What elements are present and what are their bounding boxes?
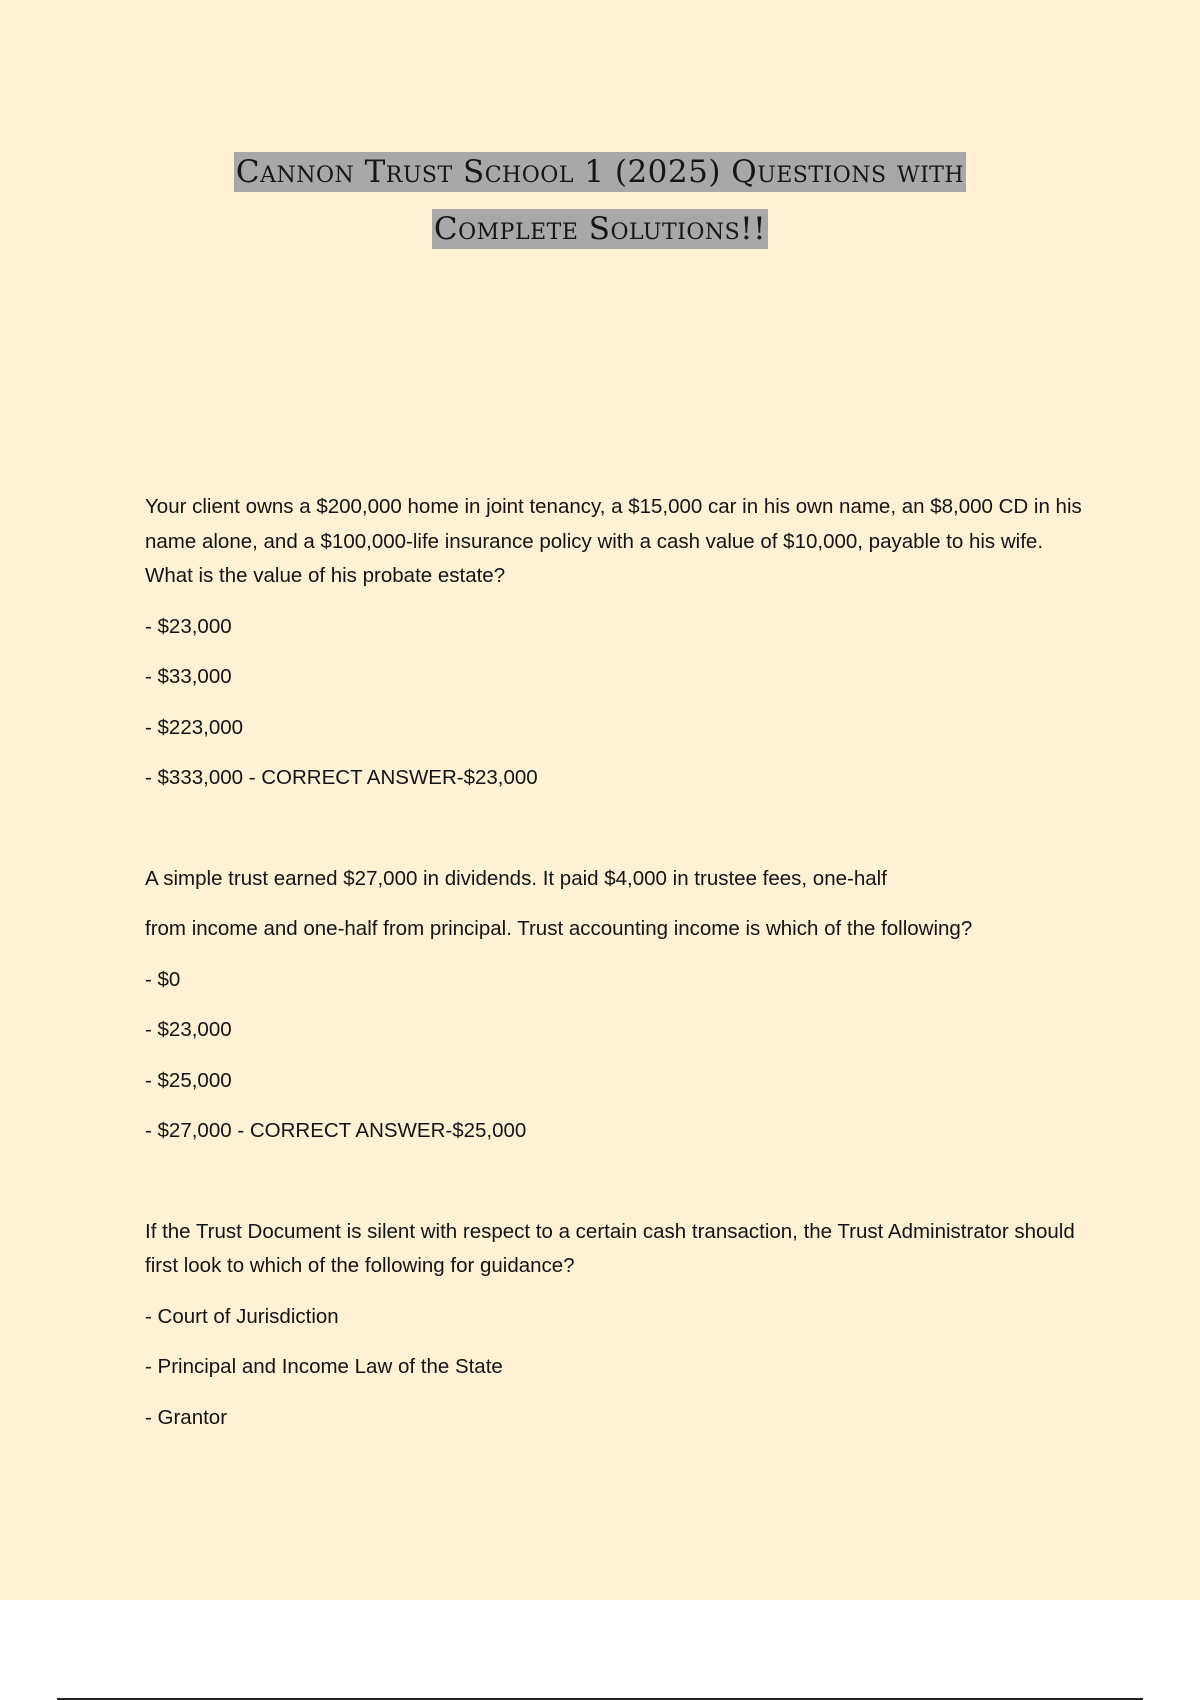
answer-option: - $223,000 (145, 715, 244, 739)
question-block-3 (145, 1215, 1095, 1436)
question-block-2 (145, 862, 1095, 1149)
document-title (0, 144, 1200, 258)
question-text: Your client owns a $200,000 home in joint tenancy, a $15,000 car in his own name, an $8,000 CD in his name alone, and a $100,000-life insurance policy with a cash value of $10,000, payable to his wife. What is the value of his probate estate? (145, 495, 1082, 587)
answer-option: - Grantor (145, 1405, 228, 1429)
answer-option: - $23,000 (145, 1018, 232, 1041)
question-text-line-1: A simple trust earned $27,000 in dividends. It paid $4,000 in trustee fees, one-half (145, 866, 887, 890)
question-text-line-2: from income and one-half from principal. Trust accounting income is which of the following? (145, 917, 973, 940)
answer-option: - $23,000 (145, 614, 232, 638)
answer-option: - Principal and Income Law of the State (145, 1355, 503, 1378)
answer-option: - Court of Jurisdiction (145, 1304, 339, 1328)
question-block-1 (145, 490, 1095, 796)
answer-option: - $25,000 (145, 1068, 232, 1092)
answer-option-with-correct-answer: - $27,000 - CORRECT ANSWER-$25,000 (145, 1119, 527, 1142)
title-line-1: Cannon Trust School 1 (2025) Questions with (235, 154, 965, 190)
answer-option: - $33,000 (145, 665, 232, 688)
answer-option-with-correct-answer: - $333,000 - CORRECT ANSWER-$23,000 (145, 766, 538, 789)
question-text: If the Trust Document is silent with respect to a certain cash transaction, the Trust Administrator should first look to which of the following for guidance? (145, 1219, 1075, 1277)
title-line-2: Complete Solutions!! (433, 211, 767, 247)
answer-option: - $0 (145, 967, 181, 991)
questions-content (145, 490, 1095, 1451)
